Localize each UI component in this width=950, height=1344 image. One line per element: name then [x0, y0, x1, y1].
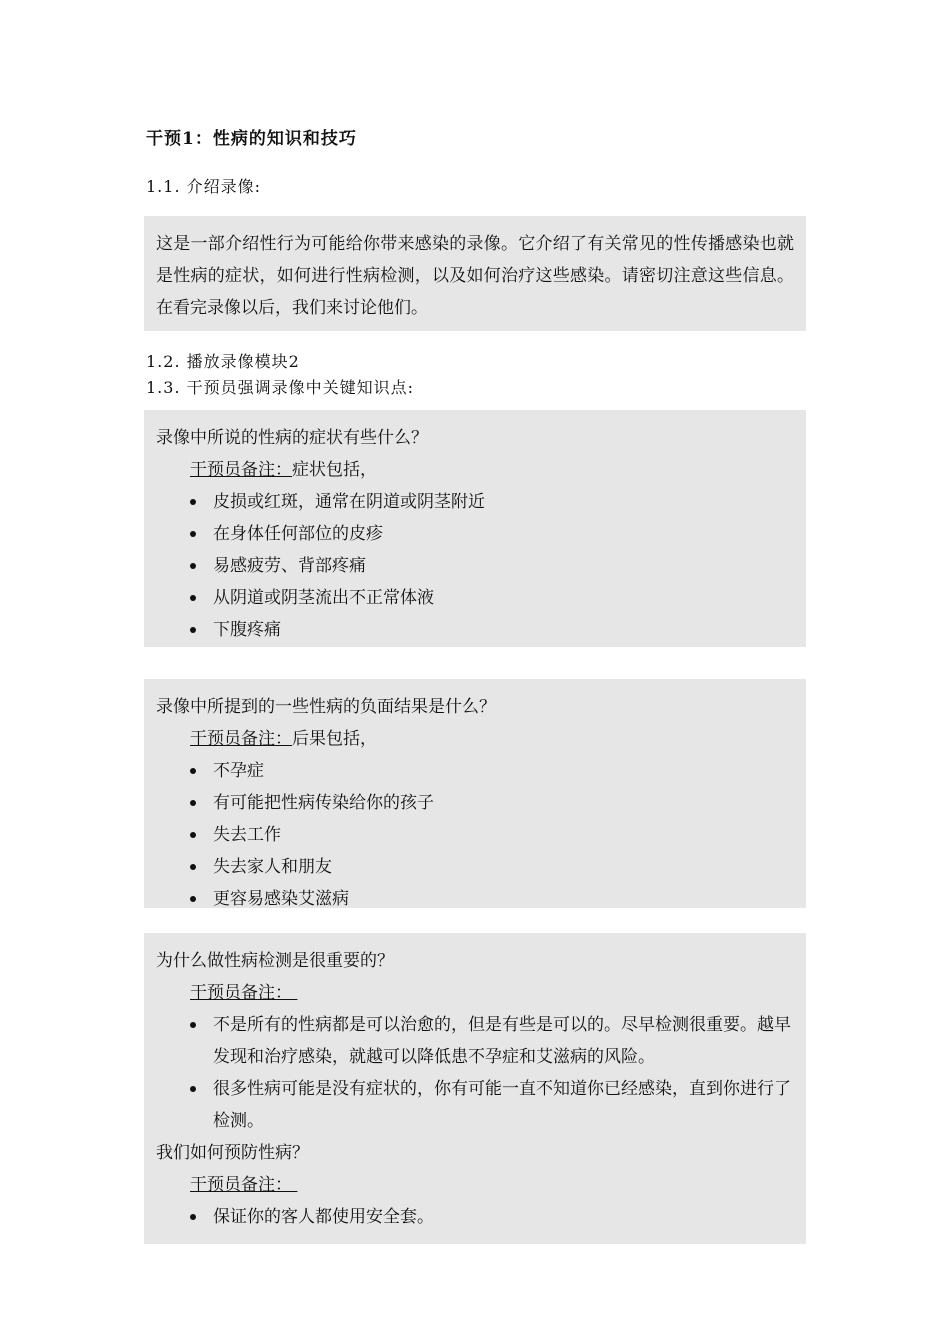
list-item: 皮损或红斑，通常在阴道或阴茎附近 — [190, 486, 794, 518]
bullet-icon — [190, 832, 196, 838]
list-item: 有可能把性病传染给你的孩子 — [190, 787, 794, 819]
bullet-icon — [190, 531, 196, 537]
symptoms-question: 录像中所说的性病的症状有些什么？ — [156, 428, 428, 448]
consequences-list — [156, 755, 794, 915]
consequences-box — [144, 679, 806, 908]
note-label: 干预员备注： — [190, 983, 292, 1003]
prevention-question: 我们如何预防性病？ — [156, 1143, 309, 1163]
bullet-icon — [190, 563, 196, 569]
symptoms-note — [190, 454, 794, 486]
list-item: 从阴道或阴茎流出不正常体液 — [190, 582, 794, 614]
list-item: 更容易感染艾滋病 — [190, 883, 794, 915]
list-item: 在身体任何部位的皮疹 — [190, 518, 794, 550]
consequences-note — [190, 723, 794, 755]
testing-box — [144, 933, 806, 1244]
intro-text: 这是一部介绍性行为可能给你带来感染的录像。它介绍了有关常见的性传播感染也就是性病的症状，如何进行性病检测，以及如何治疗这些感染。请密切注意这些信息。在看完录像以后，我们来讨论他们。 — [156, 234, 794, 318]
note-label: 干预员备注： — [190, 729, 292, 749]
note-text: 症状包括， — [292, 460, 377, 480]
section-1-2-label: 1.2. 播放录像模块2 — [146, 352, 300, 371]
bullet-icon — [190, 499, 196, 505]
list-item: 易感疲劳、背部疼痛 — [190, 550, 794, 582]
list-item: 失去家人和朋友 — [190, 851, 794, 883]
consequences-question: 录像中所提到的一些性病的负面结果是什么？ — [156, 697, 496, 717]
page-title: 干预1：性病的知识和技巧 — [146, 129, 357, 149]
prevention-list — [156, 1201, 794, 1233]
prevention-note — [190, 1169, 794, 1201]
list-item: 很多性病可能是没有症状的，你有可能一直不知道你已经感染，直到你进行了检测。 — [190, 1073, 794, 1137]
section-1-1-label: 1.1. 介绍录像: — [146, 177, 262, 196]
list-item: 失去工作 — [190, 819, 794, 851]
list-item: 不是所有的性病都是可以治愈的，但是有些是可以的。尽早检测很重要。越早发现和治疗感染，就越可以降低患不孕症和艾滋病的风险。 — [190, 1009, 794, 1073]
list-item: 下腹疼痛 — [190, 614, 794, 646]
bullet-icon — [190, 1214, 196, 1220]
bullet-icon — [190, 1022, 196, 1028]
note-label: 干预员备注： — [190, 460, 292, 480]
testing-list — [156, 1009, 794, 1137]
testing-note — [190, 977, 794, 1009]
list-item: 保证你的客人都使用安全套。 — [190, 1201, 794, 1233]
list-item: 不孕症 — [190, 755, 794, 787]
bullet-icon — [190, 595, 196, 601]
bullet-icon — [190, 1086, 196, 1092]
intro-box — [144, 216, 806, 331]
bullet-icon — [190, 768, 196, 774]
section-1-3-label: 1.3. 干预员强调录像中关键知识点: — [146, 378, 415, 397]
note-label: 干预员备注： — [190, 1175, 292, 1195]
bullet-icon — [190, 800, 196, 806]
bullet-icon — [190, 627, 196, 633]
symptoms-box — [144, 410, 806, 647]
note-text: 后果包括， — [292, 729, 377, 749]
symptoms-list — [156, 486, 794, 646]
bullet-icon — [190, 896, 196, 902]
bullet-icon — [190, 864, 196, 870]
testing-question: 为什么做性病检测是很重要的？ — [156, 951, 394, 971]
